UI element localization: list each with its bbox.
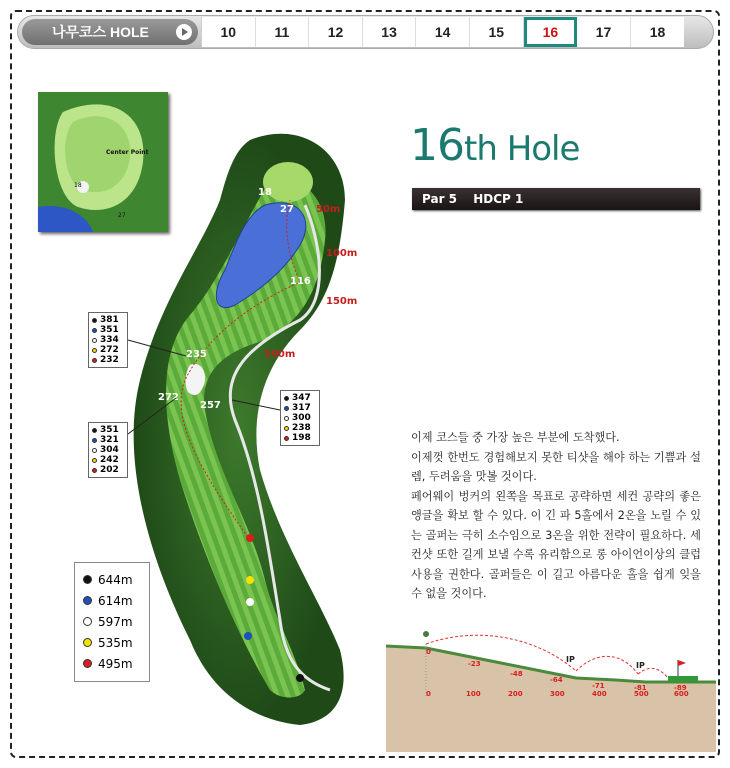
tee-marker-red [246,534,254,542]
dist-300: 300 [550,690,565,698]
dist-100: 100 [466,690,481,698]
hole-tab-13[interactable]: 13 [363,17,417,47]
hole-tab-14[interactable]: 14 [416,17,470,47]
label-200m: 200m [264,349,296,360]
elev-48: -48 [510,670,523,678]
elevation-profile [386,616,716,752]
dist-200: 200 [508,690,523,698]
legend-row: 535m [83,632,141,653]
label-116: 116 [290,276,311,287]
dist-600: 600 [674,690,689,698]
elev-64: -64 [550,676,563,684]
legend-row: 495m [83,653,141,674]
hole-tab-10[interactable]: 10 [202,17,256,47]
profile-ip-1: IP [566,655,575,664]
hole-tab-15[interactable]: 15 [470,17,524,47]
tee-marker-white [246,598,254,606]
par-bar [412,188,700,210]
hole-title: 16th Hole [410,120,580,171]
inset-center-point: Center Point [106,149,149,156]
label-27: 27 [280,204,294,215]
hole-tab-12[interactable]: 12 [309,17,363,47]
hole-description [411,428,701,604]
hole-tab-16[interactable]: 16 [524,17,578,47]
legend-row: 644m [83,569,141,590]
course-tab-label: 나무코스 HOLE [52,24,149,40]
hole-tab-17[interactable]: 17 [577,17,631,47]
profile-ip-2: IP [636,661,645,670]
hole-tab-18[interactable]: 18 [649,24,666,40]
golfer-icon [423,631,429,637]
elev-81: -81 [634,684,647,692]
inset-label-18: 18 [74,182,82,189]
tee-marker-blue [244,632,252,640]
inset-label-27: 27 [118,212,126,219]
dist-0: 0 [426,690,431,698]
distance-box-left-bottom: 351 321 304 242 202 [88,422,128,478]
tee-marker-yellow [246,576,254,584]
description-line: 이제 코스들 중 가장 높은 부분에 도착했다. [411,431,620,444]
green-inset-map [38,92,168,232]
elev-23: -23 [468,660,481,668]
tee-marker-black [296,674,304,682]
tee-legend [74,562,150,682]
par-label: Par 5 [422,192,458,206]
label-150m: 150m [326,296,358,307]
label-272: 272 [158,392,179,403]
label-235: 235 [186,349,207,360]
dist-500: 500 [634,690,649,698]
description-line: 이제껏 한번도 경험해보지 못한 티샷을 해야 하는 기쁨과 설렘, 두려움을 맛볼 것이다. [411,450,701,483]
elev-71: -71 [592,682,605,690]
hdcp-label: HDCP 1 [473,192,524,206]
label-18: 18 [258,187,272,198]
elev-89: -89 [674,684,687,692]
dist-400: 400 [592,690,607,698]
description-line: 페어웨이 벙커의 왼쪽을 목표로 공략하면 세컨 공략의 좋은 앵글을 확보 할 수 있다. 이 긴 파 5홀에서 2온을 노릴 수 있는 골퍼는 극히 소수임으로 3온을 위한 전략이 필요하다. 세컨샷 또한 길게 보낼 수록 유리함으로 롱 아이언이상의 클럽 사용을 권한다. 골퍼들은 이 길고 아름다운 홀을 쉽게 잊을 수 없을 것이다. [411,489,701,600]
label-257: 257 [200,400,221,411]
legend-row: 597m [83,611,141,632]
elev-0: 0 [426,648,431,656]
label-50m: 50m [316,204,341,215]
legend-row: 614m [83,590,141,611]
distance-box-right: 347 317 300 238 198 [280,390,320,446]
label-100m: 100m [326,248,358,259]
distance-box-left-top: 381 351 334 272 232 [88,312,128,368]
hole-tab-11[interactable]: 11 [256,17,310,47]
